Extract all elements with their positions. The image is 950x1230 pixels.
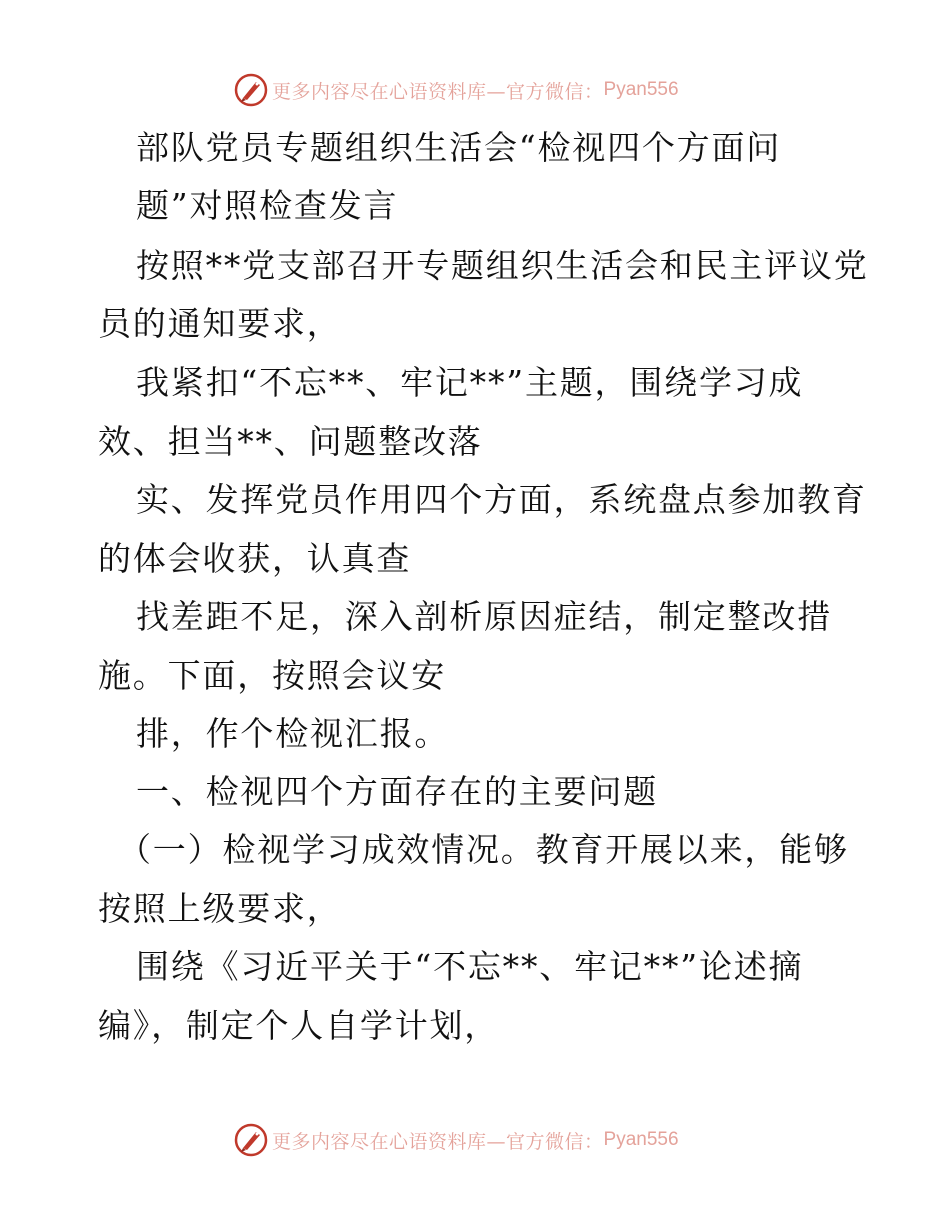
subsection-heading-line: （一）检视学习成效情况。教育开展以来，能够 bbox=[118, 830, 849, 869]
paragraph-line: 按照**党支部召开专题组织生活会和民主评议党 bbox=[136, 246, 869, 285]
section-heading: 一、检视四个方面存在的主要问题 bbox=[136, 772, 658, 811]
watermark-text: 更多内容尽在心语资料库—官方微信： bbox=[272, 80, 604, 103]
watermark-wechat-id: Pyan556 bbox=[603, 1129, 679, 1150]
pen-logo-icon bbox=[234, 1123, 268, 1157]
footer-watermark bbox=[234, 1122, 679, 1158]
paragraph-line: 排，作个检视汇报。 bbox=[136, 714, 450, 753]
paragraph-line: 找差距不足，深入剖析原因症结，制定整改措 bbox=[136, 597, 832, 636]
paragraph-line: 围绕《习近平关于“不忘**、牢记**”论述摘 bbox=[136, 947, 804, 986]
paragraph-line: 的体会收获，认真查 bbox=[98, 539, 412, 578]
paragraph-line: 效、担当**、问题整改落 bbox=[98, 422, 483, 461]
paragraph-line: 实、发挥党员作用四个方面，系统盘点参加教育 bbox=[136, 480, 867, 519]
paragraph-line: 施。下面，按照会议安 bbox=[98, 656, 446, 695]
watermark-text: 更多内容尽在心语资料库—官方微信： bbox=[272, 1130, 604, 1153]
paragraph-line: 编》，制定个人自学计划， bbox=[98, 1006, 500, 1045]
watermark-wechat-id: Pyan556 bbox=[603, 79, 679, 100]
document-title-line-2: 题”对照检查发言 bbox=[136, 186, 399, 225]
document-title-line-1: 部队党员专题组织生活会“检视四个方面问 bbox=[136, 128, 782, 167]
paragraph-line: 我紧扣“不忘**、牢记**”主题，围绕学习成 bbox=[136, 363, 804, 402]
paragraph-line: 按照上级要求， bbox=[98, 889, 342, 928]
paragraph-line: 员的通知要求， bbox=[98, 304, 342, 343]
